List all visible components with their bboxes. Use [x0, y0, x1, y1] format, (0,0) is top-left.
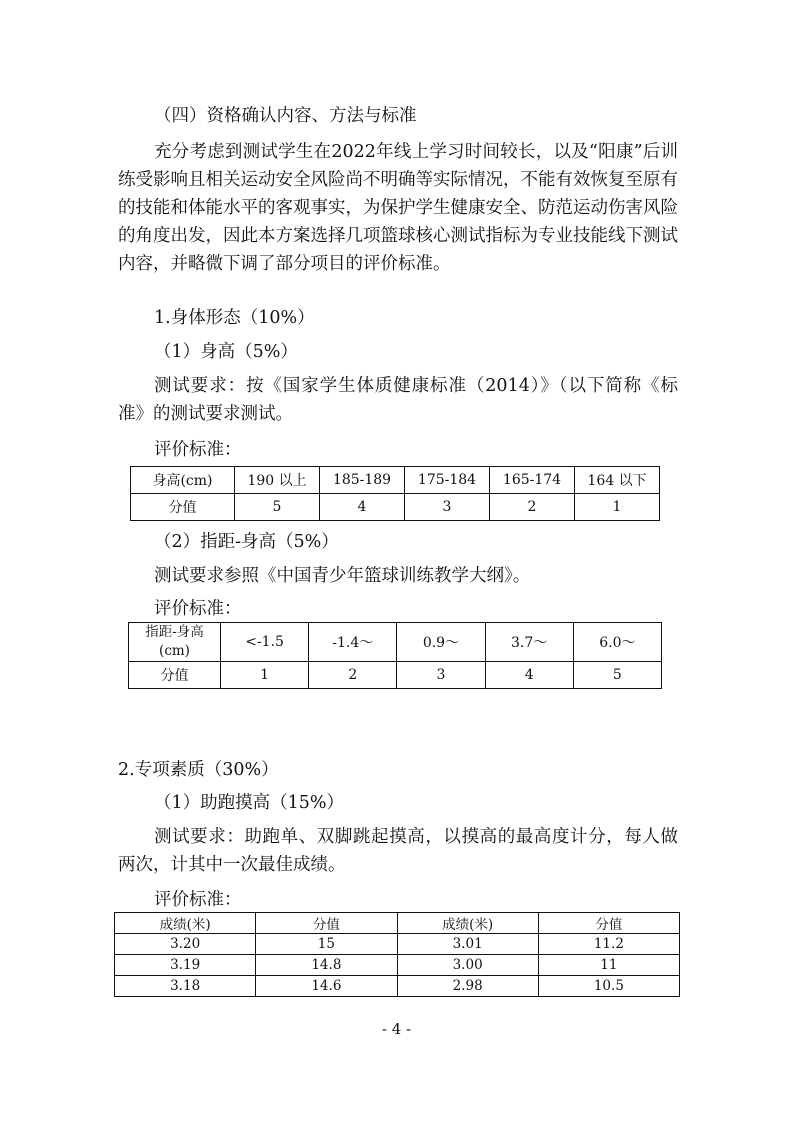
- table-cell: 6.0～: [573, 623, 661, 662]
- table-row-header: 分值: [129, 662, 221, 689]
- table-row: [131, 494, 660, 521]
- table-cell: 2: [309, 662, 397, 689]
- table-row: [115, 934, 680, 955]
- table-row: [129, 662, 662, 689]
- run-reach-score-table: [114, 912, 680, 997]
- armspan-heading: （2）指距-身高（5%）: [154, 532, 339, 552]
- table-cell: 0.9～: [397, 623, 485, 662]
- table-cell: 14.8: [256, 955, 397, 976]
- table-cell: 2.98: [397, 976, 538, 997]
- height-criteria-label: 评价标准：: [154, 440, 242, 460]
- armspan-criteria-label: 评价标准：: [154, 599, 242, 619]
- run-reach-heading: （1）助跑摸高（15%）: [154, 793, 345, 813]
- section-heading: （四）资格确认内容、方法与标准: [154, 106, 417, 126]
- run-reach-requirement-block: [118, 823, 678, 884]
- special-quality-heading: 2.专项素质（30%）: [118, 760, 279, 780]
- table-row-header: 分值: [131, 494, 235, 521]
- body-form-heading: 1.身体形态（10%）: [154, 308, 315, 328]
- armspan-header-line1: 指距-身高: [145, 624, 204, 640]
- table-cell: 10.5: [538, 976, 679, 997]
- table-cell: 3.00: [397, 955, 538, 976]
- table-header: 分值: [538, 913, 679, 934]
- table-cell: -1.4～: [309, 623, 397, 662]
- armspan-score-table: [128, 622, 662, 689]
- table-row-header: 身高(cm): [131, 467, 235, 494]
- table-cell: 11.2: [538, 934, 679, 955]
- intro-paragraph-block: [118, 138, 678, 283]
- table-header: 成绩(米): [397, 913, 538, 934]
- table-row: [115, 955, 680, 976]
- table-row: [115, 976, 680, 997]
- table-cell: 11: [538, 955, 679, 976]
- table-cell: 1: [575, 494, 660, 521]
- table-cell: 3.20: [115, 934, 256, 955]
- table-row: [131, 467, 660, 494]
- table-cell: 3: [405, 494, 490, 521]
- table-cell: 1: [221, 662, 309, 689]
- table-row: [129, 623, 662, 662]
- table-cell: 5: [573, 662, 661, 689]
- page-number: - 4 -: [381, 1020, 412, 1038]
- table-header-row: [115, 913, 680, 934]
- table-cell: 2: [490, 494, 575, 521]
- height-score-table: [130, 466, 660, 521]
- table-cell: 3.01: [397, 934, 538, 955]
- table-cell: 165-174: [490, 467, 575, 494]
- table-cell: 3.19: [115, 955, 256, 976]
- armspan-header-line2: (cm): [159, 643, 190, 659]
- height-requirement: 测试要求：按《国家学生体质健康标准（2014）》（以下简称《标准》的测试要求测试。: [118, 376, 678, 424]
- table-cell: 3.18: [115, 976, 256, 997]
- table-cell: 185-189: [320, 467, 405, 494]
- table-cell: 175-184: [405, 467, 490, 494]
- table-cell: <-1.5: [221, 623, 309, 662]
- height-requirement-block: [118, 372, 678, 433]
- table-row-header: [129, 623, 221, 662]
- table-cell: 15: [256, 934, 397, 955]
- intro-paragraph: 充分考虑到测试学生在2022年线上学习时间较长，以及“阳康”后训练受影响且相关运动安全风险尚不明确等实际情况，不能有效恢复至原有的技能和体能水平的客观事实，为保护学生健康安全、防范运动伤害风险的角度出发，因此本方案选择几项篮球核心测试指标为专业技能线下测试内容，并略微下调了部分项目的评价标准。: [118, 142, 678, 274]
- table-cell: 164 以下: [575, 467, 660, 494]
- table-cell: 3.7～: [485, 623, 573, 662]
- table-cell: 4: [320, 494, 405, 521]
- table-cell: 14.6: [256, 976, 397, 997]
- run-reach-requirement: 测试要求：助跑单、双脚跳起摸高，以摸高的最高度计分，每人做两次，计其中一次最佳成绩。: [118, 827, 678, 875]
- table-header: 成绩(米): [115, 913, 256, 934]
- table-cell: 4: [485, 662, 573, 689]
- table-cell: 3: [397, 662, 485, 689]
- height-heading: （1）身高（5%）: [154, 342, 298, 362]
- table-header: 分值: [256, 913, 397, 934]
- table-cell: 190 以上: [235, 467, 320, 494]
- run-reach-criteria-label: 评价标准：: [154, 890, 242, 910]
- armspan-requirement: 测试要求参照《中国青少年篮球训练教学大纲》。: [154, 566, 531, 586]
- table-cell: 5: [235, 494, 320, 521]
